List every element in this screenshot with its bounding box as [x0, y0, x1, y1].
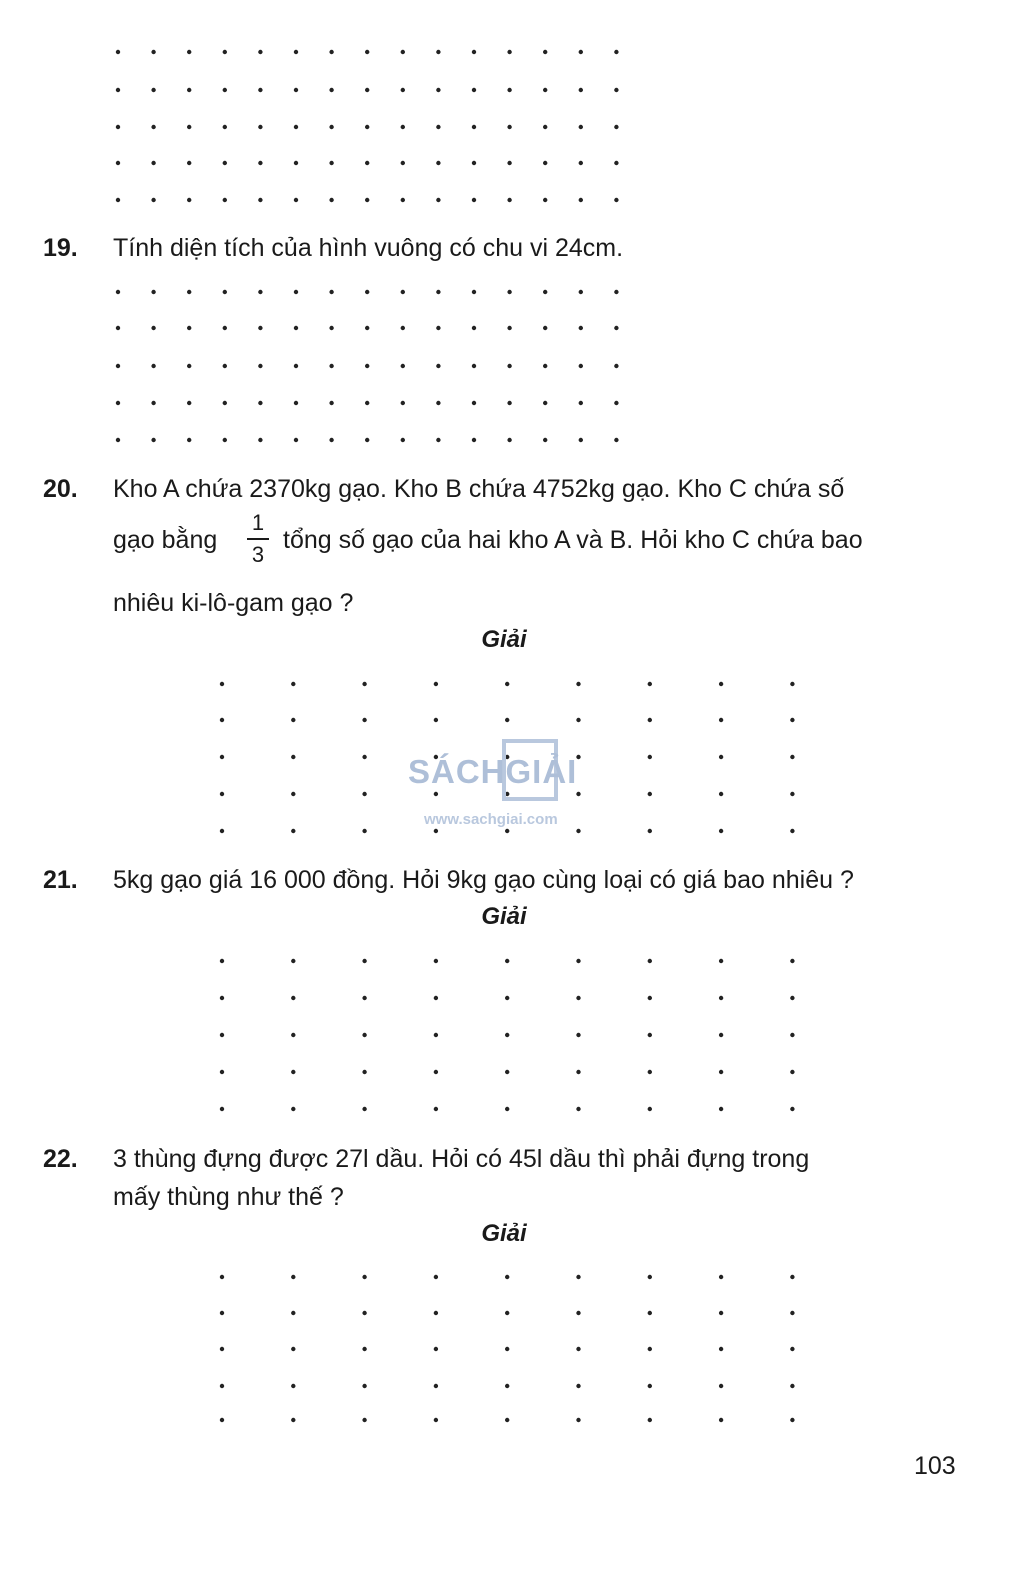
answer-dot — [220, 755, 224, 759]
answer-dot — [116, 438, 120, 442]
answer-dot — [187, 290, 191, 294]
answer-dot — [790, 1107, 794, 1111]
answer-dot — [362, 755, 366, 759]
answer-dot — [223, 161, 227, 165]
answer-dot — [258, 364, 262, 368]
answer-dot — [187, 50, 191, 54]
answer-dot — [543, 326, 547, 330]
problem-20-solution-label: Giải — [481, 626, 527, 653]
answer-dot — [790, 829, 794, 833]
answer-dot — [220, 1107, 224, 1111]
answer-dot — [507, 88, 511, 92]
answer-dot — [719, 755, 723, 759]
answer-dot — [719, 959, 723, 963]
answer-dot — [505, 1418, 509, 1422]
problem-20-number: 20. — [43, 475, 78, 503]
answer-dot — [472, 198, 476, 202]
answer-dot — [576, 1107, 580, 1111]
answer-dot — [362, 792, 366, 796]
answer-dot — [220, 996, 224, 1000]
answer-dot — [576, 682, 580, 686]
answer-dot — [507, 401, 511, 405]
answer-dot — [543, 125, 547, 129]
answer-dot — [436, 88, 440, 92]
answer-dot — [614, 438, 618, 442]
answer-dot — [223, 198, 227, 202]
answer-dot — [505, 1347, 509, 1351]
answer-dot — [790, 718, 794, 722]
answer-dot — [472, 161, 476, 165]
answer-dot — [507, 50, 511, 54]
answer-dot — [648, 718, 652, 722]
answer-dot — [362, 1033, 366, 1037]
answer-dot — [543, 50, 547, 54]
answer-dot — [151, 198, 155, 202]
answer-dot — [329, 401, 333, 405]
answer-dot — [151, 125, 155, 129]
answer-dot — [436, 364, 440, 368]
answer-dot — [291, 829, 295, 833]
answer-dot — [294, 50, 298, 54]
answer-dot — [614, 401, 618, 405]
answer-dot — [223, 290, 227, 294]
answer-dot — [436, 198, 440, 202]
answer-dot — [116, 50, 120, 54]
answer-dot — [719, 682, 723, 686]
answer-dot — [187, 125, 191, 129]
answer-dot — [790, 1311, 794, 1315]
answer-dot — [362, 959, 366, 963]
answer-dot — [579, 364, 583, 368]
answer-dot — [401, 125, 405, 129]
answer-dot — [648, 755, 652, 759]
fraction-denominator: 3 — [251, 542, 265, 567]
answer-dot — [362, 829, 366, 833]
answer-dot — [576, 1070, 580, 1074]
answer-dot — [436, 438, 440, 442]
page-number: 103 — [914, 1452, 956, 1480]
answer-dot — [472, 88, 476, 92]
answer-dot — [294, 161, 298, 165]
answer-dot — [614, 125, 618, 129]
answer-dot — [362, 1384, 366, 1388]
answer-dot — [291, 1033, 295, 1037]
watermark-brand: SÁCHGIẢI — [408, 753, 578, 790]
answer-dot — [648, 829, 652, 833]
answer-dot — [648, 959, 652, 963]
answer-dot — [719, 792, 723, 796]
answer-dot — [543, 88, 547, 92]
answer-dot — [719, 996, 723, 1000]
answer-dot — [579, 198, 583, 202]
answer-dot — [365, 161, 369, 165]
answer-dot — [719, 1347, 723, 1351]
answer-dot — [543, 290, 547, 294]
answer-dot — [505, 1107, 509, 1111]
problem-20-line-2-end: tổng số gạo của hai kho A và B. Hỏi kho C chứa bao — [283, 526, 863, 554]
answer-dot — [434, 1275, 438, 1279]
answer-dot — [576, 1384, 580, 1388]
answer-dot — [719, 718, 723, 722]
answer-dot — [187, 161, 191, 165]
answer-dot — [362, 718, 366, 722]
answer-dot — [614, 364, 618, 368]
answer-dot — [543, 198, 547, 202]
answer-dot — [294, 88, 298, 92]
problem-22-solution-label: Giải — [481, 1220, 527, 1247]
answer-dot — [291, 996, 295, 1000]
answer-dot — [362, 1275, 366, 1279]
answer-dot — [258, 88, 262, 92]
answer-dot — [220, 1418, 224, 1422]
answer-dot — [614, 198, 618, 202]
answer-dot — [365, 290, 369, 294]
answer-dot — [576, 1311, 580, 1315]
answer-dot — [790, 755, 794, 759]
answer-dot — [291, 1311, 295, 1315]
answer-dot — [434, 1107, 438, 1111]
answer-dot — [258, 401, 262, 405]
answer-dot — [648, 1275, 652, 1279]
answer-dot — [329, 326, 333, 330]
answer-dot — [329, 50, 333, 54]
answer-dot — [436, 50, 440, 54]
answer-dot — [719, 1070, 723, 1074]
problem-20-line-2-start: gạo bằng — [113, 526, 218, 554]
answer-dot — [401, 198, 405, 202]
answer-dot — [220, 792, 224, 796]
problem-20-line-3: nhiêu ki-lô-gam gạo ? — [113, 589, 354, 617]
answer-dot — [329, 88, 333, 92]
answer-dot — [472, 438, 476, 442]
answer-dot — [291, 1418, 295, 1422]
answer-dot — [258, 50, 262, 54]
answer-dot — [365, 50, 369, 54]
answer-dot — [719, 1311, 723, 1315]
answer-dot — [258, 198, 262, 202]
answer-dot — [507, 438, 511, 442]
answer-dot — [291, 1107, 295, 1111]
answer-dot — [116, 401, 120, 405]
answer-dot — [401, 290, 405, 294]
answer-dot — [294, 198, 298, 202]
answer-dot — [472, 50, 476, 54]
answer-dot — [401, 438, 405, 442]
answer-dot — [576, 1347, 580, 1351]
answer-dot — [362, 1347, 366, 1351]
answer-dot — [719, 1275, 723, 1279]
answer-dot — [790, 1384, 794, 1388]
answer-dot — [401, 326, 405, 330]
answer-dot — [362, 1311, 366, 1315]
watermark-url: www.sachgiai.com — [424, 811, 558, 828]
answer-dot — [719, 1384, 723, 1388]
answer-dot — [648, 792, 652, 796]
fraction-one-third — [247, 510, 269, 568]
answer-dot — [648, 1311, 652, 1315]
answer-dot — [507, 198, 511, 202]
answer-dot — [329, 290, 333, 294]
answer-dot — [220, 1384, 224, 1388]
answer-dot — [329, 438, 333, 442]
answer-dot — [434, 718, 438, 722]
answer-dot — [790, 996, 794, 1000]
answer-dot — [434, 1311, 438, 1315]
answer-dot — [790, 792, 794, 796]
answer-dot — [151, 326, 155, 330]
answer-dot — [291, 959, 295, 963]
answer-dot — [258, 290, 262, 294]
answer-dot — [576, 718, 580, 722]
answer-dot — [151, 438, 155, 442]
answer-dot — [291, 718, 295, 722]
answer-dot — [719, 829, 723, 833]
answer-dot — [365, 401, 369, 405]
answer-dot — [719, 1107, 723, 1111]
answer-dot — [294, 401, 298, 405]
answer-dot — [543, 161, 547, 165]
answer-dot — [329, 364, 333, 368]
answer-dot — [187, 198, 191, 202]
answer-dot — [507, 161, 511, 165]
answer-dot — [614, 326, 618, 330]
answer-dot — [187, 364, 191, 368]
answer-dot — [436, 401, 440, 405]
answer-dot — [151, 401, 155, 405]
answer-dot — [719, 1418, 723, 1422]
answer-dot — [223, 438, 227, 442]
answer-dot — [116, 161, 120, 165]
answer-dot — [579, 88, 583, 92]
answer-dot — [436, 125, 440, 129]
answer-dot — [790, 1033, 794, 1037]
answer-dot — [258, 326, 262, 330]
answer-dot — [220, 959, 224, 963]
answer-dot — [648, 1418, 652, 1422]
answer-dot — [151, 364, 155, 368]
answer-dot — [223, 401, 227, 405]
answer-dot — [187, 326, 191, 330]
answer-dot — [648, 1033, 652, 1037]
answer-dot — [220, 1311, 224, 1315]
answer-dot — [505, 718, 509, 722]
answer-dot — [434, 1070, 438, 1074]
answer-dot — [614, 161, 618, 165]
answer-dot — [362, 996, 366, 1000]
answer-dot — [472, 401, 476, 405]
answer-dot — [291, 682, 295, 686]
answer-dot — [291, 792, 295, 796]
answer-dot — [362, 1418, 366, 1422]
answer-dot — [505, 1384, 509, 1388]
answer-dot — [790, 1275, 794, 1279]
answer-dot — [294, 364, 298, 368]
answer-dot — [291, 1347, 295, 1351]
answer-dot — [220, 1347, 224, 1351]
answer-dot — [258, 438, 262, 442]
answer-dot — [505, 996, 509, 1000]
answer-dot — [472, 290, 476, 294]
answer-dot — [220, 1033, 224, 1037]
answer-dot — [507, 290, 511, 294]
answer-dot — [434, 682, 438, 686]
answer-dot — [362, 1107, 366, 1111]
answer-dot — [329, 161, 333, 165]
answer-dot — [223, 50, 227, 54]
answer-dot — [220, 829, 224, 833]
answer-dot — [507, 125, 511, 129]
answer-dot — [543, 438, 547, 442]
answer-dot — [648, 996, 652, 1000]
problem-21-number: 21. — [43, 866, 78, 894]
answer-dot — [543, 401, 547, 405]
answer-dot — [220, 1070, 224, 1074]
answer-dot — [434, 1418, 438, 1422]
answer-dot — [365, 198, 369, 202]
answer-dot — [576, 1033, 580, 1037]
answer-dot — [579, 50, 583, 54]
problem-19-number: 19. — [43, 234, 78, 262]
answer-dot — [223, 326, 227, 330]
fraction-bar — [247, 538, 269, 540]
answer-dot — [151, 161, 155, 165]
answer-dot — [614, 88, 618, 92]
answer-dot — [472, 364, 476, 368]
answer-dot — [579, 438, 583, 442]
answer-dot — [116, 88, 120, 92]
answer-dot — [648, 1384, 652, 1388]
answer-dot — [220, 718, 224, 722]
problem-22-number: 22. — [43, 1145, 78, 1173]
answer-dot — [116, 125, 120, 129]
answer-dot — [401, 50, 405, 54]
answer-dot — [579, 326, 583, 330]
answer-dot — [365, 438, 369, 442]
answer-dot — [790, 682, 794, 686]
answer-dot — [220, 1275, 224, 1279]
answer-dot — [294, 326, 298, 330]
answer-dot — [291, 1275, 295, 1279]
answer-dot — [505, 1311, 509, 1315]
answer-dot — [576, 996, 580, 1000]
problem-22-line-1: 3 thùng đựng được 27l dầu. Hỏi có 45l dầu thì phải đựng trong — [113, 1145, 810, 1173]
answer-dot — [648, 1070, 652, 1074]
answer-dot — [576, 959, 580, 963]
answer-dot — [294, 125, 298, 129]
answer-dot — [365, 364, 369, 368]
answer-dot — [365, 125, 369, 129]
watermark-logo — [404, 735, 614, 835]
answer-dot — [579, 401, 583, 405]
answer-dot — [223, 364, 227, 368]
answer-dot — [576, 1418, 580, 1422]
answer-dot — [187, 88, 191, 92]
answer-dot — [151, 50, 155, 54]
answer-dot — [116, 290, 120, 294]
answer-dot — [187, 401, 191, 405]
answer-dot — [223, 88, 227, 92]
answer-dot — [223, 125, 227, 129]
answer-dot — [436, 326, 440, 330]
answer-dot — [291, 1070, 295, 1074]
answer-dot — [790, 1070, 794, 1074]
answer-dot — [505, 1033, 509, 1037]
answer-dot — [401, 401, 405, 405]
answer-dot — [291, 755, 295, 759]
answer-dot — [116, 198, 120, 202]
answer-dot — [258, 125, 262, 129]
answer-dot — [790, 1418, 794, 1422]
answer-dot — [507, 364, 511, 368]
answer-dot — [790, 1347, 794, 1351]
answer-dot — [614, 290, 618, 294]
answer-dot — [648, 1107, 652, 1111]
answer-dot — [507, 326, 511, 330]
answer-dot — [505, 682, 509, 686]
answer-dot — [434, 959, 438, 963]
answer-dot — [505, 959, 509, 963]
problem-21-solution-label: Giải — [481, 903, 527, 930]
answer-dot — [187, 438, 191, 442]
answer-dot — [151, 290, 155, 294]
answer-dot — [116, 326, 120, 330]
answer-dot — [648, 682, 652, 686]
answer-dot — [472, 125, 476, 129]
answer-dot — [436, 161, 440, 165]
answer-dot — [258, 161, 262, 165]
answer-dot — [434, 1033, 438, 1037]
answer-dot — [362, 1070, 366, 1074]
answer-dot — [401, 88, 405, 92]
answer-dot — [401, 161, 405, 165]
fraction-numerator: 1 — [251, 510, 265, 535]
answer-dot — [614, 50, 618, 54]
answer-dot — [579, 290, 583, 294]
answer-dot — [365, 326, 369, 330]
answer-dot — [294, 290, 298, 294]
problem-20-line-1: Kho A chứa 2370kg gạo. Kho B chứa 4752kg gạo. Kho C chứa số — [113, 475, 845, 503]
answer-dot — [472, 326, 476, 330]
answer-dot — [543, 364, 547, 368]
answer-dot — [362, 682, 366, 686]
answer-dot — [401, 364, 405, 368]
answer-dot — [434, 1347, 438, 1351]
answer-dot — [505, 1070, 509, 1074]
answer-dot — [790, 959, 794, 963]
answer-dot — [329, 198, 333, 202]
answer-dot — [579, 125, 583, 129]
problem-21-text: 5kg gạo giá 16 000 đồng. Hỏi 9kg gạo cùng loại có giá bao nhiêu ? — [113, 866, 854, 894]
answer-dot — [648, 1347, 652, 1351]
answer-dot — [294, 438, 298, 442]
answer-dot — [151, 88, 155, 92]
answer-dot — [719, 1033, 723, 1037]
answer-dot — [220, 682, 224, 686]
answer-dot — [579, 161, 583, 165]
answer-dot — [116, 364, 120, 368]
answer-dot — [576, 1275, 580, 1279]
answer-dot — [329, 125, 333, 129]
answer-dot — [505, 1275, 509, 1279]
problem-22-line-2: mấy thùng như thế ? — [113, 1183, 344, 1211]
answer-dot — [436, 290, 440, 294]
answer-dot — [434, 1384, 438, 1388]
answer-dot — [434, 996, 438, 1000]
problem-19-text: Tính diện tích của hình vuông có chu vi 24cm. — [113, 234, 624, 262]
answer-dot — [291, 1384, 295, 1388]
answer-dot — [365, 88, 369, 92]
